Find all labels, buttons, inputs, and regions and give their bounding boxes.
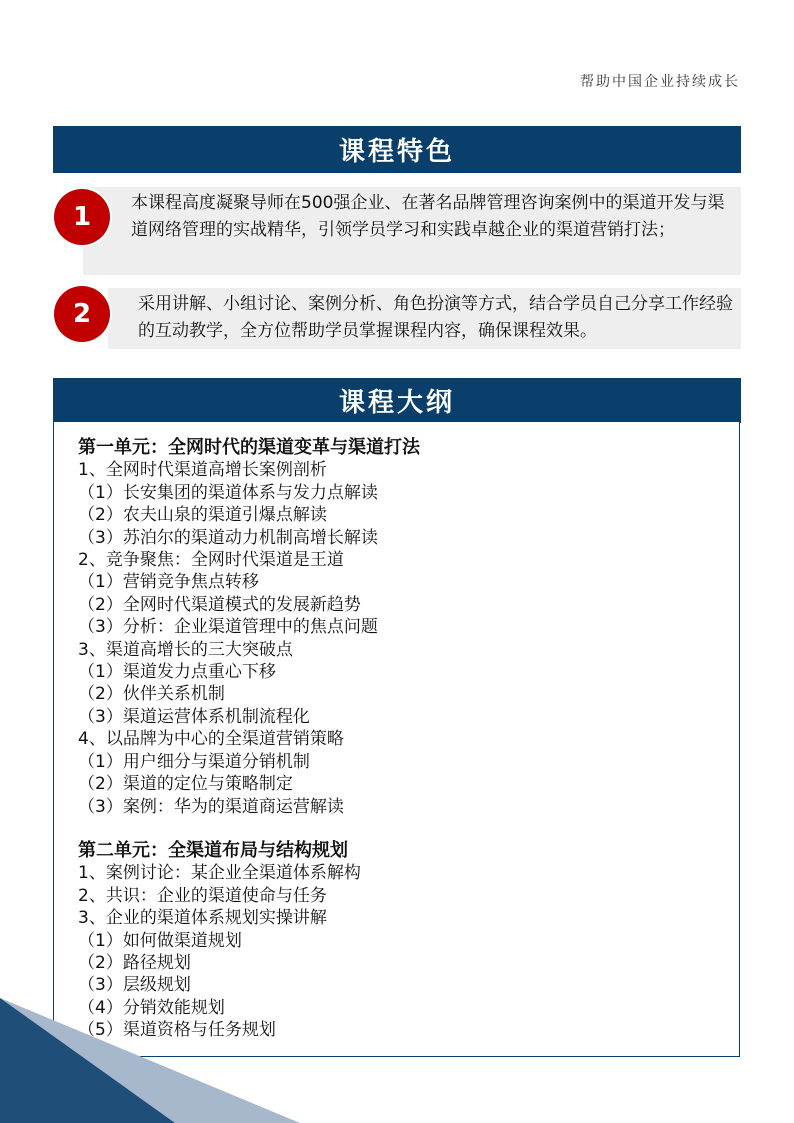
outline-line: （3）苏泊尔的渠道动力机制高增长解读 bbox=[78, 527, 378, 548]
feature-text-2: 采用讲解、小组讨论、案例分析、角色扮演等方式，结合学员自己分享工作经验的互动教学，全方位帮助学员掌握课程内容，确保课程效果。 bbox=[138, 294, 733, 341]
outline-line: 1、全网时代渠道高增长案例剖析 bbox=[78, 460, 327, 481]
outline-line: （2）伙伴关系机制 bbox=[78, 684, 225, 705]
outline-line: （3）分析：企业渠道管理中的焦点问题 bbox=[78, 617, 378, 638]
outline-line: （4）分销效能规划 bbox=[78, 997, 225, 1018]
unit-spacer bbox=[78, 818, 728, 840]
outline-line: （3）层级规划 bbox=[78, 975, 191, 996]
outline-line: （1）长安集团的渠道体系与发力点解读 bbox=[78, 482, 378, 503]
unit-1-title: 第一单元：全网时代的渠道变革与渠道打法 bbox=[78, 437, 420, 458]
feature-item-2 bbox=[108, 288, 741, 349]
outline-line: （2）全网时代渠道模式的发展新趋势 bbox=[78, 594, 361, 615]
feature-number-badge-1: 1 bbox=[54, 189, 110, 245]
unit-2-title: 第二单元：全渠道布局与结构规划 bbox=[78, 839, 348, 861]
feature-item-1 bbox=[83, 187, 741, 275]
outline-line: 3、企业的渠道体系规划实操讲解 bbox=[78, 908, 327, 929]
outline-line: 3、渠道高增长的三大突破点 bbox=[78, 639, 293, 660]
outline-content bbox=[78, 437, 728, 1042]
header-tagline: 帮助中国企业持续成长 bbox=[580, 74, 740, 90]
outline-line: （2）路径规划 bbox=[78, 952, 191, 973]
feature-number-badge-2: 2 bbox=[54, 286, 110, 342]
outline-line: （2）渠道的定位与策略制定 bbox=[78, 774, 293, 795]
outline-line: 1、案例讨论：某企业全渠道体系解构 bbox=[78, 863, 361, 884]
outline-line: （1）渠道发力点重心下移 bbox=[78, 662, 276, 683]
feature-text-1: 本课程高度凝聚导师在500强企业、在著名品牌管理咨询案例中的渠道开发与渠道网络管理的实战精华，引领学员学习和实践卓越企业的渠道营销打法； bbox=[131, 193, 725, 240]
outline-line: （1）如何做渠道规划 bbox=[78, 930, 242, 951]
outline-line: （1）营销竞争焦点转移 bbox=[78, 572, 259, 593]
outline-section-title: 课程大纲 bbox=[53, 378, 741, 423]
outline-line: 2、共识：企业的渠道使命与任务 bbox=[78, 885, 327, 906]
outline-line: 4、以品牌为中心的全渠道营销策略 bbox=[78, 729, 344, 750]
outline-box bbox=[53, 422, 740, 1057]
features-section-title: 课程特色 bbox=[53, 126, 741, 173]
outline-line: （1）用户细分与渠道分销机制 bbox=[78, 751, 310, 772]
outline-line: （5）渠道资格与任务规划 bbox=[78, 1020, 276, 1041]
outline-line: 2、竞争聚焦：全网时代渠道是王道 bbox=[78, 550, 344, 571]
outline-line: （2）农夫山泉的渠道引爆点解读 bbox=[78, 505, 327, 526]
outline-line: （3）案例：华为的渠道商运营解读 bbox=[78, 796, 344, 817]
corner-decoration bbox=[0, 998, 300, 1123]
outline-line: （3）渠道运营体系机制流程化 bbox=[78, 706, 310, 727]
